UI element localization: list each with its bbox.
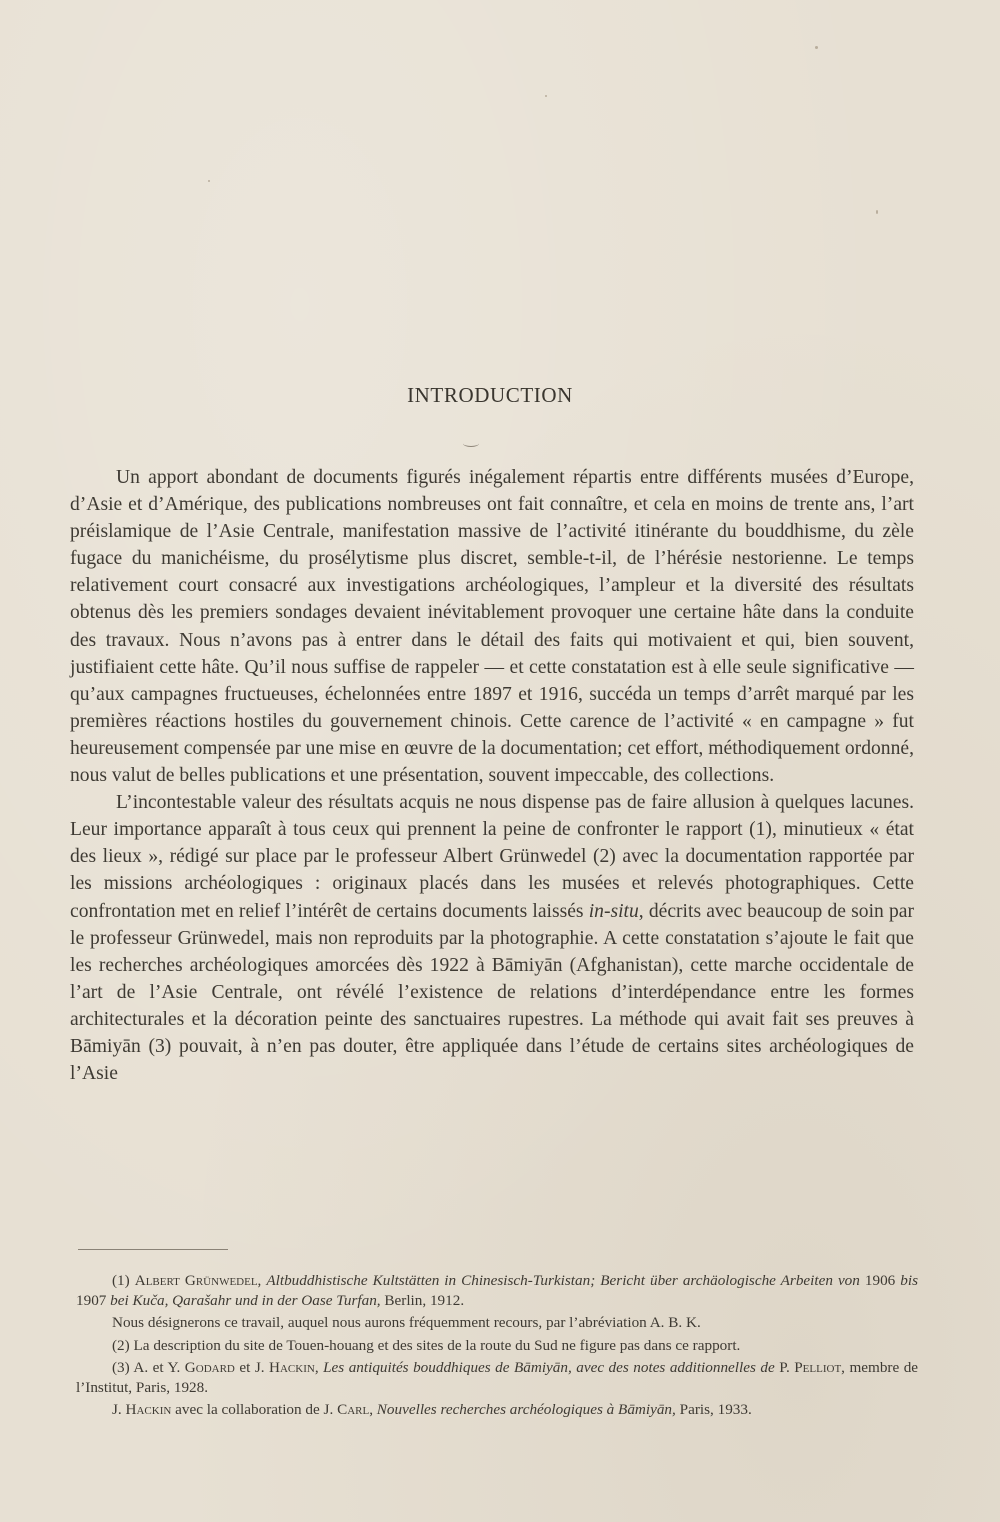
- page-title: INTRODUCTION: [407, 383, 573, 407]
- footnote-1-places: bei Kuča, Qarašahr und in der Oase Turfan,: [110, 1292, 381, 1310]
- footnote-1-bis: bis: [900, 1272, 919, 1289]
- footnote-3-title: Les antiquités bouddhiques de Bāmiyān, avec des notes additionnelles de: [323, 1358, 775, 1376]
- footnote-4-collab: avec la collaboration de J.: [175, 1401, 334, 1419]
- footnote-1-author: Albert Grünwedel,: [134, 1272, 262, 1289]
- paragraph-2-part-1: L’incontestable valeur des résultats acquis ne nous dispense pas de faire allusion à quelques lacunes. Leur importance apparaît à tous ceux qui prennent la peine de confronter le rapport (1), minutieux « état des lieux », rédigé sur place par le professeur Albert Grünwedel (2) avec la documentation rapportée par les missions archéologiques : originaux placés dans les musées et relevés photographiques. Cette confrontation met en relief l’intérêt de certains documents laissés: [70, 792, 914, 922]
- footnote-1-number: (1): [112, 1272, 130, 1289]
- footnote-1-title: Altbuddhistische Kultstätten in Chinesisch-Turkistan; Bericht über archäologische Arbeiten von: [266, 1272, 860, 1289]
- footnote-3-et-j: et J.: [239, 1358, 265, 1376]
- paragraph-2-part-2: , décrits avec beaucoup de soin par le professeur Grünwedel, mais non reproduits par la photographie. A cette constatation s’ajoute le fait que les recherches archéologiques amorcées dès 1922 à Bāmiyān (Afghanistan), cette marche occidentale de l’art de l’Asie Centrale, ont révélé l’existence de relations d’interdépendance entre les formes architecturales et la décoration peinte des sanctuaires rupestres. La méthode qui avait fait ses preuves à Bāmiyān (3) pouvait, à n’en pas douter, être appliquée dans l’étude de certains sites archéologiques de l’Asie: [70, 900, 915, 1085]
- footnote-3: [76, 1358, 918, 1398]
- footnote-1-rest: Berlin, 1912.: [384, 1292, 465, 1310]
- footnote-4-hackin: Hackin: [125, 1401, 172, 1419]
- footnote-3-authors: A. et Y.: [133, 1358, 181, 1376]
- footnote-3-godard: Godard: [184, 1358, 235, 1376]
- paragraph-1: Un apport abondant de documents figurés inégalement répartis entre différents musées d’Europe, d’Asie et d’Amérique, des publications nombreuses ont fait connaître, et cela en moins de trente ans, l’art préislamique de l’Asie Centrale, manifestation massive de l’activité itinérante du bouddhisme, du zèle fugace du manichéisme, du prosélytisme plus discret, semble-t-il, de l’hérésie nestorienne. Le temps relativement court consacré aux investigations archéologiques, l’ampleur et la diversité des résultats obtenus dès les premiers sondages devaient inévitablement provoquer une certaine hâte dans la conduite des travaux. Nous n’avons pas à entrer dans le détail des faits qui motivaient et qui, bien souvent, justifiaient cette hâte. Qu’il nous suffise de rappeler — et cette constatation est à elle seule significative — qu’aux campagnes fructueuses, échelonnées entre 1897 et 1916, succéda un temps d’arrêt marqué par les premières réactions hostiles du gouvernement chinois. Cette carence de l’activité « en campagne » fut heureusement compensée par une mise en œuvre de la documentation; cet effort, méthodiquement ordonné, nous valut de belles publications et une présentation, souvent impeccable, des collections.: [70, 467, 914, 787]
- footnote-3-rest: membre de l’Institut, Paris, 1928.: [76, 1358, 919, 1397]
- footnote-4-j: J.: [112, 1401, 122, 1419]
- footnote-1-year-start: 1906: [864, 1272, 896, 1289]
- title-ornament: [463, 440, 479, 447]
- footnote-separator: [78, 1249, 228, 1250]
- footnote-3-pelliot: Pelliot,: [794, 1358, 845, 1376]
- paper-speck: [208, 180, 210, 182]
- footnote-3-number: (3): [112, 1358, 130, 1376]
- footnote-4: [76, 1400, 918, 1420]
- main-text: [70, 464, 914, 1087]
- footnote-3-p: P.: [779, 1358, 790, 1376]
- paper-speck: [876, 210, 878, 214]
- paper-speck: [545, 95, 547, 97]
- paper-speck: [815, 46, 818, 49]
- footnote-1-extra: Nous désignerons ce travail, auquel nous aurons fréquemment recours, par l’abréviation A. B. K.: [112, 1314, 701, 1332]
- paragraph-2-emphasis: in-situ: [588, 900, 639, 922]
- footnote-1: [76, 1271, 918, 1311]
- paragraph-2: [70, 789, 914, 1087]
- footnote-3-hackin: Hackin,: [269, 1358, 319, 1376]
- footnotes: [76, 1271, 918, 1422]
- footnote-4-rest: Paris, 1933.: [679, 1401, 752, 1419]
- footnote-4-title: Nouvelles recherches archéologiques à Bāmiyān,: [376, 1401, 676, 1419]
- footnote-2: (2) La description du site de Touen-houang et des sites de la route du Sud ne figure pas dans ce rapport.: [112, 1336, 741, 1354]
- footnote-4-carl: Carl,: [337, 1401, 373, 1419]
- footnote-1-year-end: 1907: [76, 1292, 107, 1310]
